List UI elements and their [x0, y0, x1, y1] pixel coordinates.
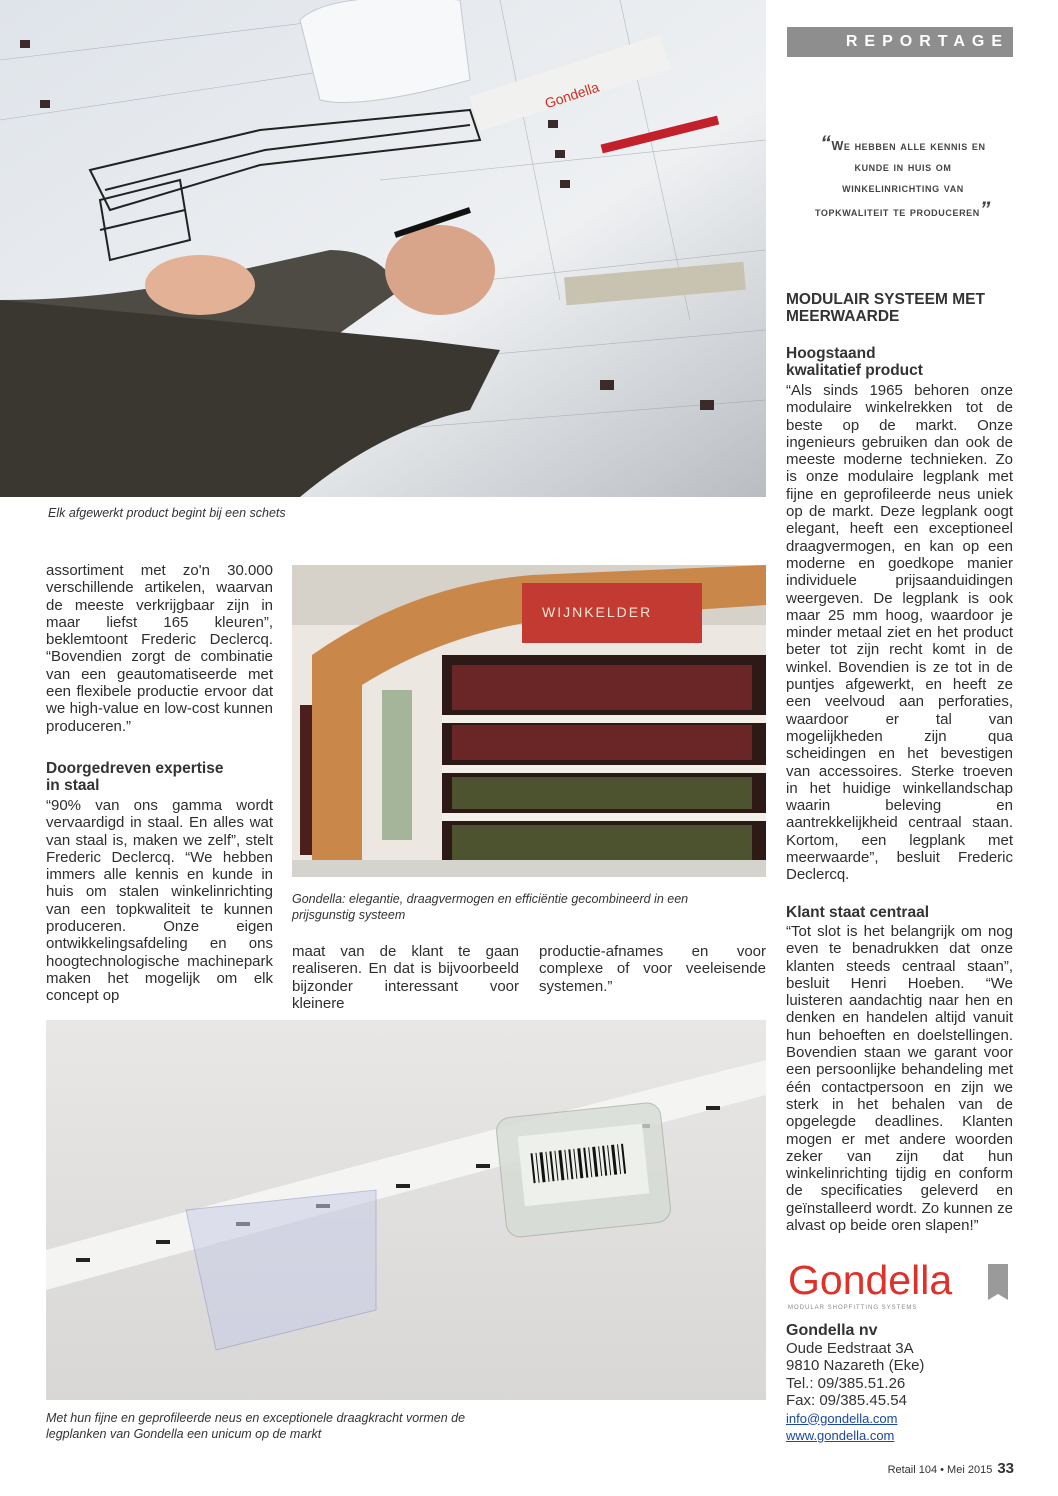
pullquote-open-mark: “: [820, 132, 832, 155]
svg-text:MODULAR SHOPFITTING SYSTEMS: MODULAR SHOPFITTING SYSTEMS: [788, 1305, 918, 1311]
wine-store-illustration: [292, 565, 766, 877]
page-footer: [888, 1460, 1014, 1477]
wine-shelf-photo: [292, 565, 766, 877]
hero-photo: [0, 0, 766, 497]
email-link[interactable]: info@gondella.com: [786, 1410, 898, 1426]
wine-caption: Gondella: elegantie, draagvermogen en efficiëntie gecombineerd in een prijsgunstig systeem: [292, 892, 689, 922]
paragraph-customer-central: “Tot slot is het belangrijk om nog even te benadrukken dat onze klanten steeds centraal staan”, besluit Henri Hoeben. “We luisteren aandachtig naar hen en denken en handelen altijd vanuit hun behoeften en doelstellingen. Bovendien staan we garant voor een persoonlijke behandeling met één contactpersoon en zijn we sterk in het behalen van de opgelegde deadlines. Klanten mogen er met andere woorden zeker van zijn dat hun winkelinrichting tijdig en conform de specificaties geleverd en geïnstalleerd wordt. Zo kunnen ze alvast op beide oren slapen!”: [786, 923, 1013, 1235]
subhead-customer-central: Klant staat centraal: [786, 904, 929, 921]
pullquote-close-mark: ”: [979, 198, 991, 221]
paragraph-complex-systems: productie-afnames en voor complexe of voor veeleisende systemen.”: [539, 943, 766, 995]
subhead-quality-product: Hoogstaand kwalitatief product: [786, 345, 923, 379]
subhead-steel-expertise: Doorgedreven expertise in staal: [46, 760, 224, 794]
gondella-logo: [786, 1254, 1014, 1312]
paragraph-steel-expertise: “90% van ons gamma wordt vervaardigd in staal. En alles wat van staal is, maken we zelf”, stelt Frederic Declercq. “We hebben immers alle kennis en kunde in huis om stalen winkelinrichting van een topkwaliteit te kunnen produceren. Onze eigen ontwikkelingsafdeling en ons hoogtechnologische machinepark maken het mogelijk om elk concept op: [46, 797, 273, 1005]
section-label: REPORTAGE: [787, 27, 1013, 57]
fax-number: Fax: 09/385.45.54: [786, 1392, 907, 1409]
pullquote-text: We hebben alle kennis en kunde in huis om winkelinrichting van topkwaliteit te produceren: [815, 139, 986, 219]
pullquote: [812, 133, 994, 223]
address-city: 9810 Nazareth (Eke): [786, 1357, 925, 1374]
svg-text:Gondella: Gondella: [542, 78, 601, 112]
phone-number: Tel.: 09/385.51.26: [786, 1374, 906, 1392]
shelf-caption: Met hun fijne en geprofileerde neus en exceptionele draagkracht vormen de legplanken van Gondella een unicum op de markt: [46, 1411, 466, 1441]
website-link[interactable]: www.gondella.com: [786, 1428, 895, 1443]
address-street: Oude Eedstraat 3A: [786, 1339, 914, 1357]
contact-block: [786, 1322, 1014, 1445]
paragraph-custom-work: maat van de klant te gaan realiseren. En dat is bijvoorbeeld bijzonder interessant voor kleinere: [292, 943, 519, 1012]
sketch-drawing-illustration: [0, 0, 766, 497]
hero-caption: Elk afgewerkt product begint bij een schets: [48, 506, 286, 520]
page-number: 33: [997, 1460, 1014, 1477]
shelf-label-photo: [46, 1020, 766, 1400]
section-title: MODULAIR SYSTEEM MET MEERWAARDE: [786, 291, 985, 325]
shelf-edge-illustration: [46, 1020, 766, 1400]
company-name: Gondella nv: [786, 1322, 878, 1339]
paragraph-assortment: assortiment met zo'n 30.000 verschillende artikelen, waarvan de meeste verkrijgbaar zijn in maar liefst 165 kleuren”, beklemtoont Frederic Declercq. “Bovendien zorgt de combinatie van een geautomatiseerde met een flexibele productie ervoor dat we high-value en low-cost kunnen produceren.”: [46, 562, 273, 735]
issue-info: Retail 104 • Mei 2015: [887, 1464, 993, 1476]
logo-mark: [786, 1254, 1014, 1312]
paragraph-quality-product: “Als sinds 1965 behoren onze modulaire winkelrekken tot de beste op de markt. Onze ingenieurs gebruiken dan ook de meeste moderne technieken. Zo is onze modulaire legplank met fijne en geprofileerde neus uniek op de markt. Deze legplank oogt elegant, heeft een exceptioneel draagvermogen, en kan op een moderne en goedkope manier individuele prijsaanduidingen weergeven. De legplank is ook maar 25 mm hoog, waardoor je minder metaal ziet en het product beter tot zijn recht komt in de winkel. Bovendien is ze tot in de puntjes afgewerkt, en heeft ze een veelvoud aan perforaties, waardoor er tal van mogelijkheden zijn qua scheidingen en het bevestigen van accessoires. Sterke troeven in het huidige winkellandschap waarin beleving en aantrekkelijkheid centraal staan. Kortom, een legplank met meerwaarde”, besluit Frederic Declercq.: [786, 382, 1013, 884]
svg-text:WIJNKELDER: WIJNKELDER: [542, 604, 653, 620]
svg-text:Gondella: Gondella: [788, 1257, 953, 1303]
